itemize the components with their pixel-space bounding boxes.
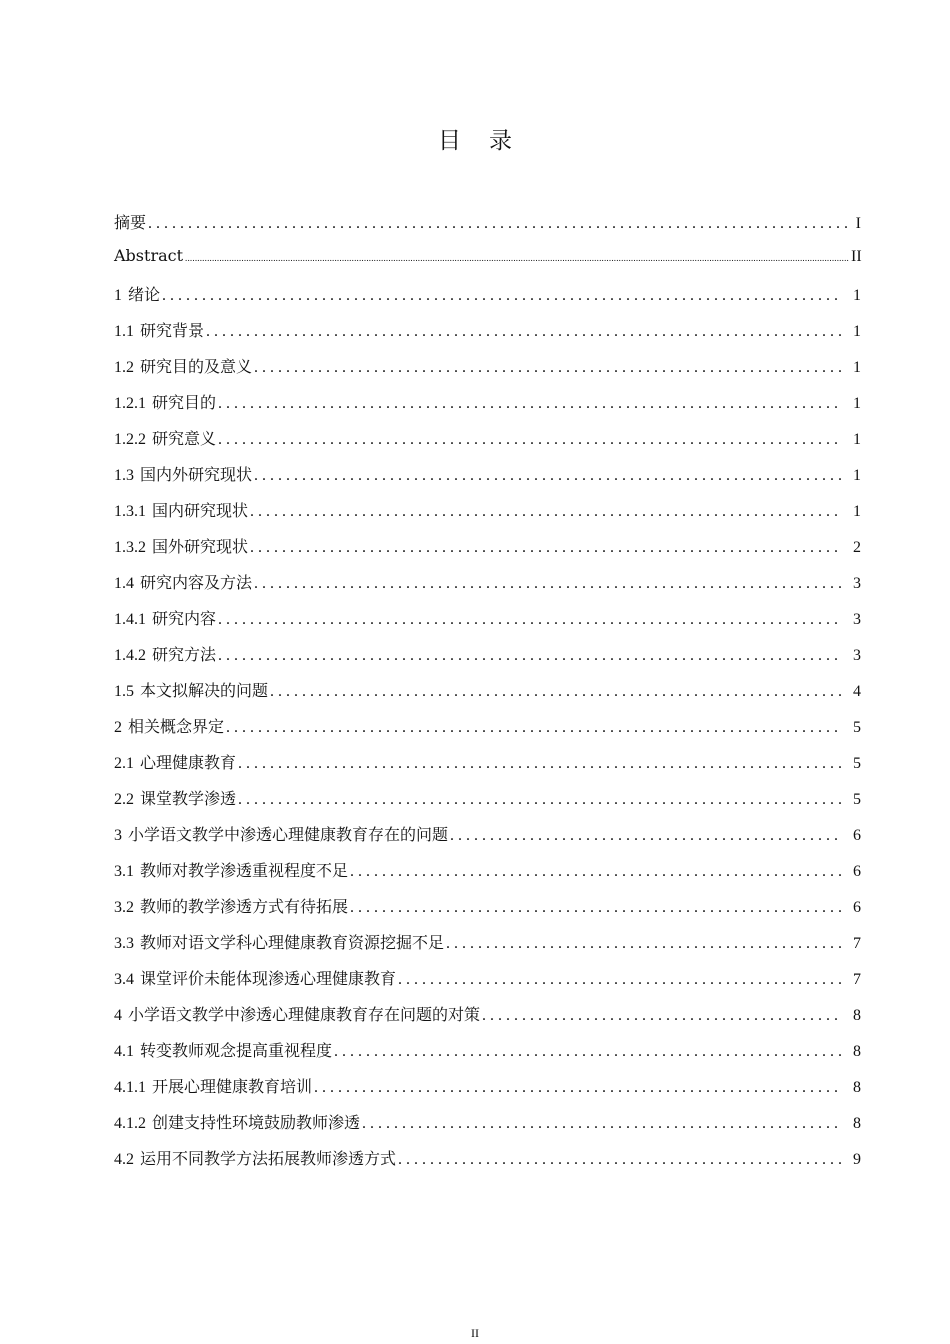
toc-entry[interactable] — [114, 1146, 861, 1182]
toc-entry-page-number: 4 — [853, 683, 861, 700]
toc-entry-page-number: 3 — [853, 575, 861, 592]
toc-entry-page-number: 6 — [853, 827, 861, 844]
toc-entry[interactable] — [114, 426, 861, 462]
toc-entry-number: 2.2 — [114, 791, 134, 808]
toc-entry-page-number: 2 — [853, 539, 861, 556]
toc-entry-page-number: 5 — [853, 755, 861, 772]
dot-leader — [446, 935, 841, 953]
toc-entry-label — [114, 246, 183, 265]
toc-entry[interactable] — [114, 750, 861, 786]
toc-entry-text: 研究背景 — [140, 321, 205, 340]
toc-entry-text: 研究目的及意义 — [140, 357, 253, 376]
toc-entry-number: 4.2 — [114, 1151, 134, 1168]
toc-entry[interactable] — [114, 930, 861, 966]
toc-entry-text: 国外研究现状 — [152, 537, 249, 556]
toc-entry-text: 开展心理健康教育培训 — [152, 1077, 313, 1096]
toc-entry-number: 1 — [114, 287, 122, 304]
toc-entry[interactable] — [114, 858, 861, 894]
toc-entry-number: 1.4.2 — [114, 647, 146, 664]
toc-entry[interactable] — [114, 210, 861, 246]
toc-entry-number: 1.4 — [114, 575, 134, 592]
toc-entry-label — [114, 750, 236, 773]
toc-title — [0, 122, 950, 155]
toc-entry-page-number: 1 — [853, 323, 861, 340]
toc-entry-text: 心理健康教育 — [140, 753, 237, 772]
toc-entry-label — [114, 534, 248, 557]
toc-entry-page-number: II — [851, 248, 862, 265]
toc-entry-label — [114, 678, 268, 701]
toc-entry-number: 1.2.1 — [114, 395, 146, 412]
toc-entry-number: 1.2.2 — [114, 431, 146, 448]
toc-entry-label — [114, 318, 204, 341]
toc-entry[interactable] — [114, 534, 861, 570]
toc-entry-text: 转变教师观念提高重视程度 — [140, 1041, 333, 1060]
dot-leader — [482, 1007, 841, 1025]
toc-entry-label — [114, 462, 252, 485]
toc-entry-page-number: 1 — [853, 287, 861, 304]
dot-leader — [250, 503, 841, 521]
dot-leader — [206, 323, 841, 341]
dot-leader — [238, 755, 841, 773]
toc-entry-page-number: 5 — [853, 719, 861, 736]
toc-entry-page-number: 3 — [853, 611, 861, 628]
toc-entry[interactable] — [114, 642, 861, 678]
dot-leader — [350, 863, 841, 881]
toc-entry-number: 3.1 — [114, 863, 134, 880]
toc-entry-text: 绪论 — [128, 285, 161, 304]
toc-entry-label — [114, 1146, 396, 1169]
dot-leader — [238, 791, 841, 809]
toc-entry-page-number: 8 — [853, 1007, 861, 1024]
toc-entry-label — [114, 210, 146, 233]
toc-entry[interactable] — [114, 1038, 861, 1074]
dot-leader — [398, 1151, 841, 1169]
toc-entry-number: 1.3.2 — [114, 539, 146, 556]
toc-entry[interactable] — [114, 498, 861, 534]
toc-entry-label — [114, 606, 216, 629]
toc-entry-number: 1.3.1 — [114, 503, 146, 520]
dot-leader — [334, 1043, 841, 1061]
dot-leader — [218, 647, 841, 665]
toc-entry-page-number: 1 — [853, 467, 861, 484]
toc-entry-page-number: 3 — [853, 647, 861, 664]
toc-entry-label — [114, 786, 236, 809]
toc-entry-page-number: 1 — [853, 503, 861, 520]
toc-entry[interactable] — [114, 246, 861, 282]
toc-entry-text: 研究方法 — [152, 645, 217, 664]
toc-entry-text: 教师对语文学科心理健康教育资源挖掘不足 — [140, 933, 445, 952]
toc-entry-text: 研究内容 — [152, 609, 217, 628]
toc-entry-text: 小学语文教学中渗透心理健康教育存在问题的对策 — [128, 1005, 481, 1024]
toc-entry-text: 创建支持性环境鼓励教师渗透 — [152, 1113, 361, 1132]
toc-entry-label — [114, 282, 160, 305]
toc-entry-text: 教师的教学渗透方式有待拓展 — [140, 897, 349, 916]
toc-entry-label — [114, 570, 252, 593]
dot-leader — [362, 1115, 841, 1133]
toc-entry-label — [114, 930, 444, 953]
dot-leader — [254, 359, 841, 377]
toc-entry-label — [114, 858, 348, 881]
toc-entry-label — [114, 1002, 480, 1025]
toc-entry-number: 1.3 — [114, 467, 134, 484]
toc-entry-number: 3.4 — [114, 971, 134, 988]
toc-entry-text: 小学语文教学中渗透心理健康教育存在的问题 — [128, 825, 449, 844]
toc-entry-label — [114, 714, 224, 737]
toc-entry-number: 4.1.1 — [114, 1079, 146, 1096]
toc-entry[interactable] — [114, 822, 861, 858]
toc-entry-label — [114, 1074, 312, 1097]
toc-entry-text: 课堂评价未能体现渗透心理健康教育 — [140, 969, 397, 988]
toc-entry-number: 4.1.2 — [114, 1115, 146, 1132]
dot-leader — [250, 539, 841, 557]
dot-leader — [226, 719, 841, 737]
toc-entry-page-number: 8 — [853, 1043, 861, 1060]
toc-entry-label — [114, 390, 216, 413]
toc-entry-number: 1.5 — [114, 683, 134, 700]
toc-entry-label — [114, 426, 216, 449]
toc-entry-page-number: 7 — [853, 971, 861, 988]
toc-entry-text: 课堂教学渗透 — [140, 789, 237, 808]
toc-entry-page-number: 1 — [853, 431, 861, 448]
toc-entry-page-number: I — [855, 215, 861, 232]
dot-leader — [185, 248, 849, 266]
dot-leader — [218, 611, 841, 629]
toc-entry-text: 摘要 — [114, 213, 147, 232]
toc-entry[interactable] — [114, 390, 861, 426]
toc-entry[interactable] — [114, 462, 861, 498]
toc-title-char-2: 录 — [489, 128, 512, 154]
toc-entry-page-number: 1 — [853, 359, 861, 376]
toc-entry-page-number: 6 — [853, 899, 861, 916]
toc-entry-number: 3.3 — [114, 935, 134, 952]
dot-leader — [162, 287, 841, 305]
toc-entry-text: 国内研究现状 — [152, 501, 249, 520]
toc-entry[interactable] — [114, 786, 861, 822]
toc-entry-text: Abstract — [114, 246, 184, 265]
toc-entry-label — [114, 1110, 360, 1133]
toc-entry-label — [114, 642, 216, 665]
toc-entry-page-number: 6 — [853, 863, 861, 880]
toc-entry-page-number: 1 — [853, 395, 861, 412]
toc-entry[interactable] — [114, 966, 861, 1002]
toc-entry-text: 本文拟解决的问题 — [140, 681, 269, 700]
toc-entry-page-number: 8 — [853, 1079, 861, 1096]
toc-entry-number: 1.2 — [114, 359, 134, 376]
dot-leader — [270, 683, 841, 701]
toc-entry[interactable] — [114, 570, 861, 606]
toc-entry-label — [114, 498, 248, 521]
dot-leader — [398, 971, 841, 989]
toc-entry-number: 1.1 — [114, 323, 134, 340]
toc-entry-number: 3 — [114, 827, 122, 844]
toc-entry-text: 国内外研究现状 — [140, 465, 253, 484]
toc-entry-number: 2 — [114, 719, 122, 736]
toc-entry-number: 3.2 — [114, 899, 134, 916]
dot-leader — [450, 827, 841, 845]
toc-entry-page-number: 7 — [853, 935, 861, 952]
toc-entry[interactable] — [114, 1002, 861, 1038]
toc-entry-number: 4.1 — [114, 1043, 134, 1060]
dot-leader — [254, 467, 841, 485]
toc-entry[interactable] — [114, 1110, 861, 1146]
toc-entry-page-number: 5 — [853, 791, 861, 808]
toc-entry-text: 研究目的 — [152, 393, 217, 412]
toc-title-char-1: 目 — [438, 128, 461, 154]
dot-leader — [314, 1079, 841, 1097]
toc-entry-number: 2.1 — [114, 755, 134, 772]
page-number-footer: II — [471, 1326, 479, 1340]
toc-entry-text: 相关概念界定 — [128, 717, 225, 736]
toc-entry[interactable] — [114, 1074, 861, 1110]
toc-entry-text: 研究内容及方法 — [140, 573, 253, 592]
toc-entry-label — [114, 894, 348, 917]
dot-leader — [218, 395, 841, 413]
dot-leader — [218, 431, 841, 449]
table-of-contents — [114, 210, 861, 1182]
toc-entry[interactable] — [114, 678, 861, 714]
toc-entry-page-number: 9 — [853, 1151, 861, 1168]
toc-entry-label — [114, 966, 396, 989]
dot-leader — [254, 575, 841, 593]
toc-entry-number: 1.4.1 — [114, 611, 146, 628]
toc-entry-label — [114, 822, 448, 845]
toc-entry[interactable] — [114, 318, 861, 354]
toc-entry-text: 教师对教学渗透重视程度不足 — [140, 861, 349, 880]
toc-entry[interactable] — [114, 894, 861, 930]
toc-entry-page-number: 8 — [853, 1115, 861, 1132]
toc-entry[interactable] — [114, 606, 861, 642]
dot-leader — [350, 899, 841, 917]
toc-entry-text: 运用不同教学方法拓展教师渗透方式 — [140, 1149, 397, 1168]
toc-entry[interactable] — [114, 714, 861, 750]
toc-entry-label — [114, 1038, 332, 1061]
toc-entry[interactable] — [114, 282, 861, 318]
toc-entry-number: 4 — [114, 1007, 122, 1024]
dot-leader — [148, 215, 849, 233]
toc-entry-text: 研究意义 — [152, 429, 217, 448]
toc-entry-label — [114, 354, 252, 377]
toc-entry[interactable] — [114, 354, 861, 390]
